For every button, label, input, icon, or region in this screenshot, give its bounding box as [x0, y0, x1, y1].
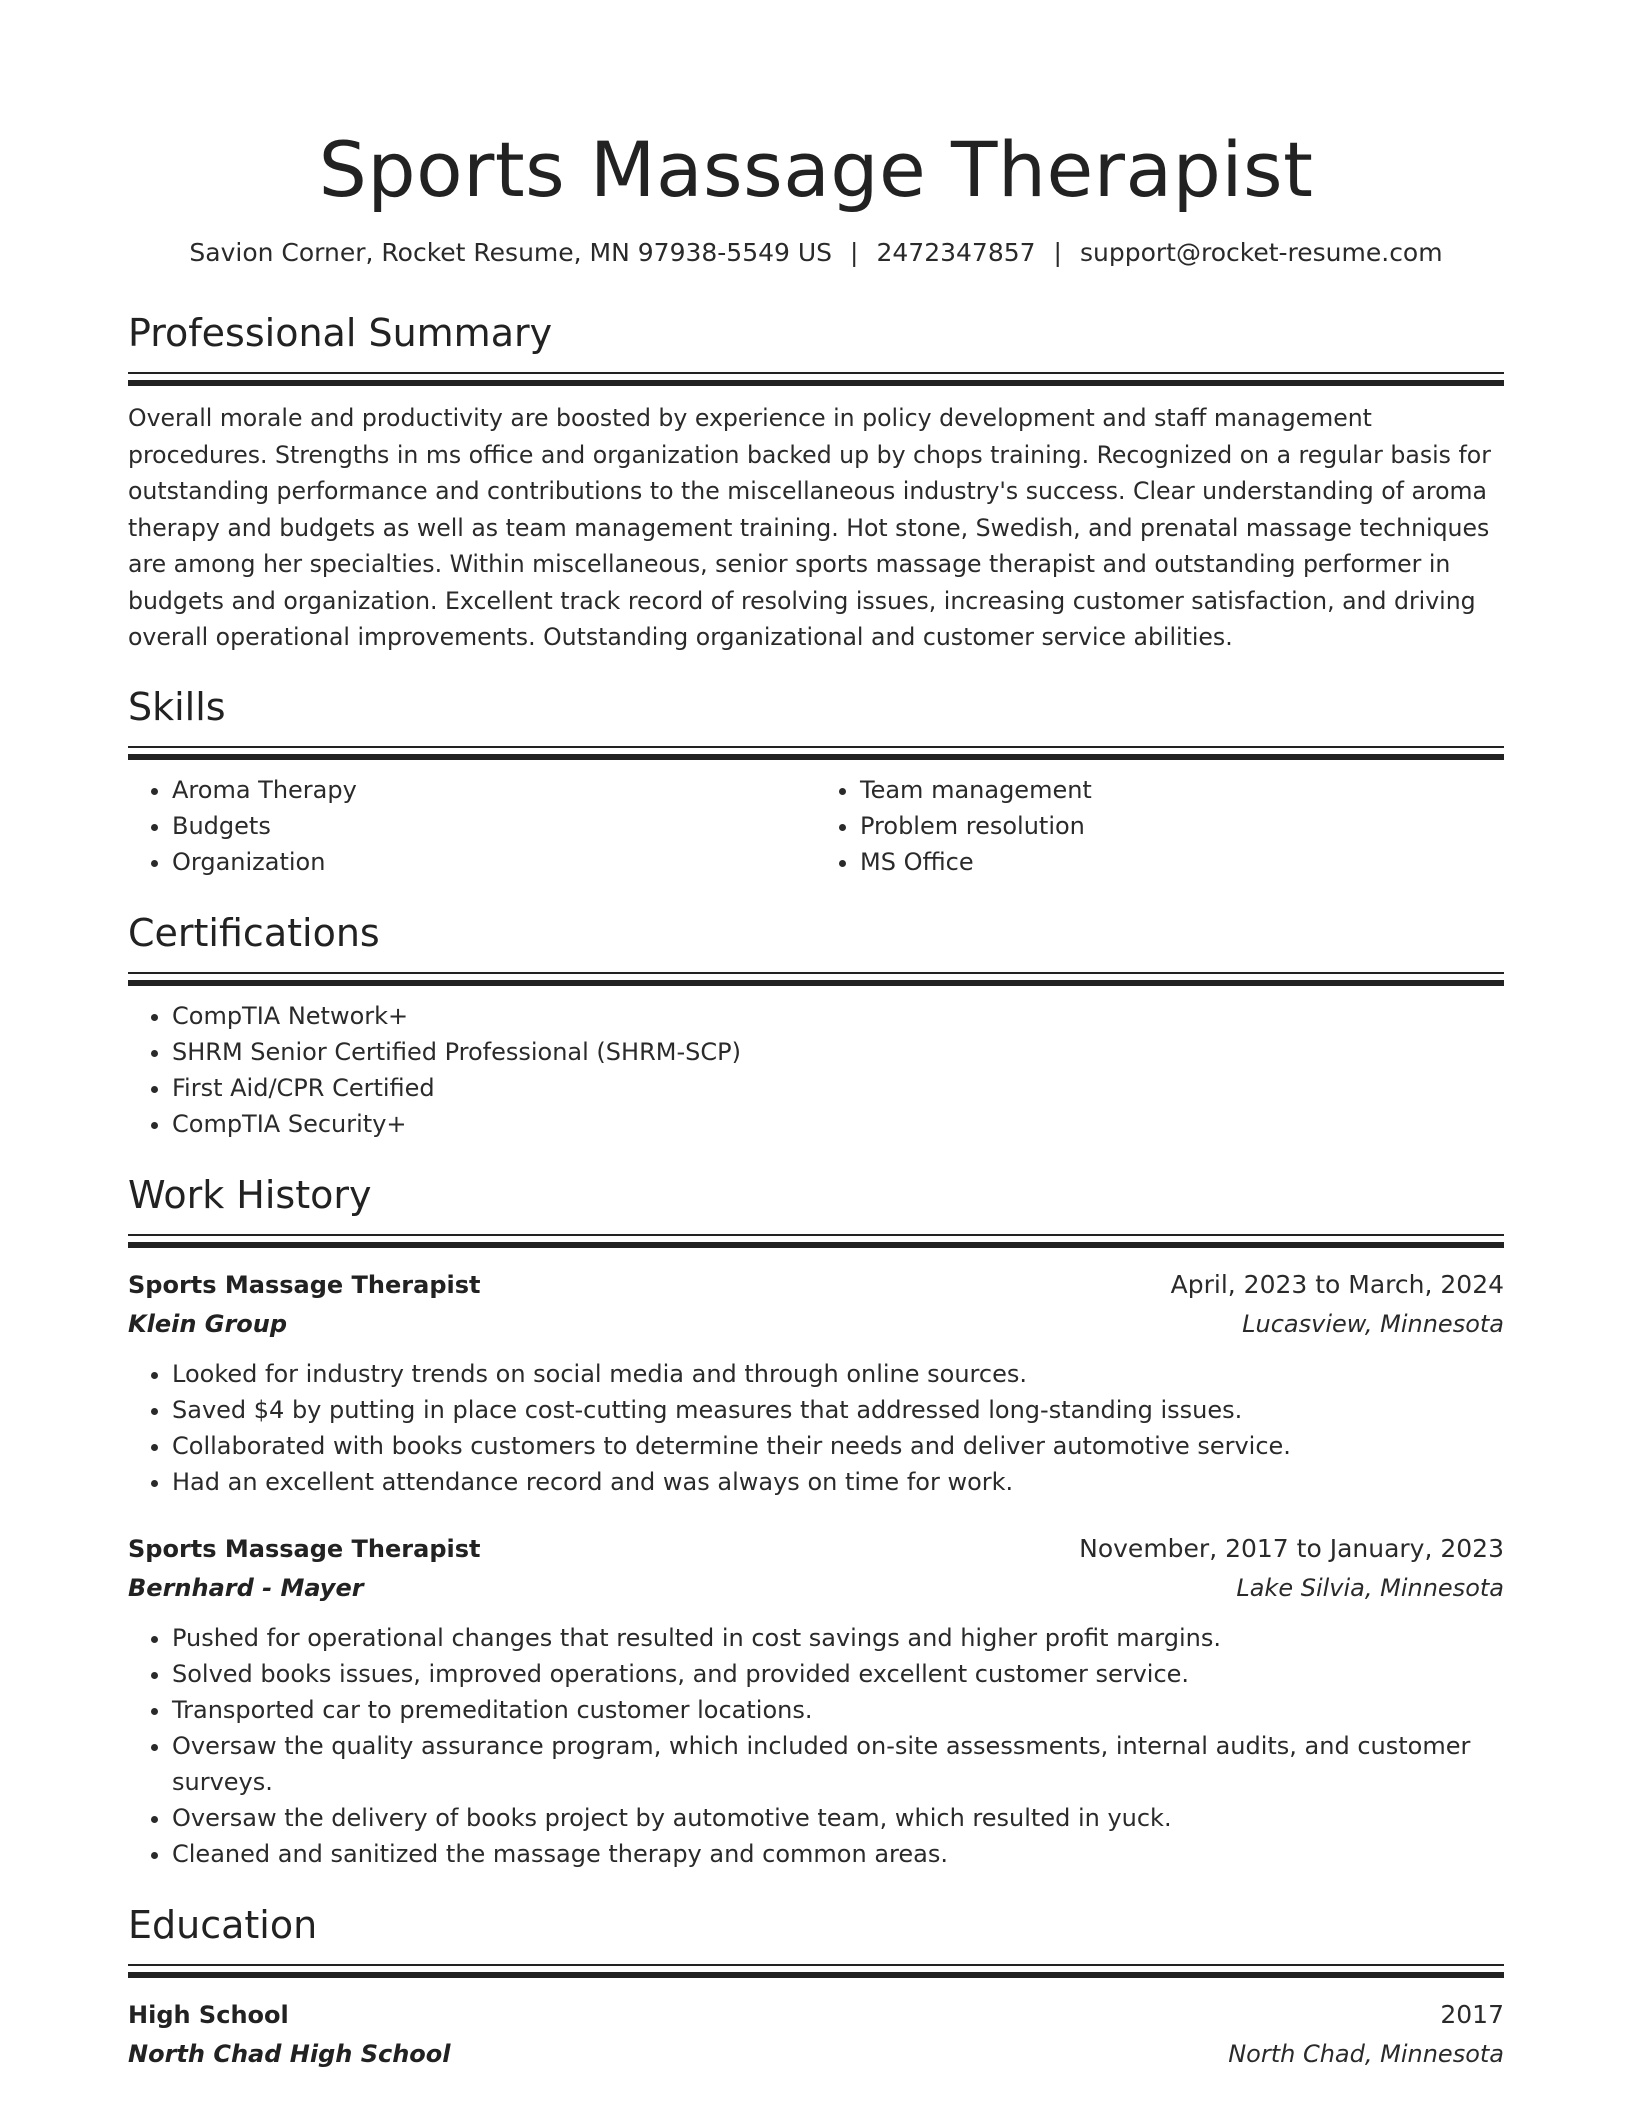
section-divider: [128, 372, 1504, 386]
job-title: Sports Massage Therapist: [128, 1534, 481, 1563]
job-bullet: • Pushed for operational changes that resulted in cost savings and higher profit margins.: [172, 1620, 1504, 1656]
job-bullets: [128, 1356, 1504, 1500]
section-title-education: Education: [128, 1902, 318, 1947]
job-company-row: [128, 1304, 1504, 1344]
section-divider: [128, 1234, 1504, 1248]
job-company: Bernhard - Mayer: [128, 1573, 364, 1602]
section-title-skills: Skills: [128, 684, 226, 729]
section-divider: [128, 972, 1504, 986]
job-company: Klein Group: [128, 1309, 288, 1338]
education-year: 2017: [1440, 1999, 1504, 2029]
skill-item: • Aroma Therapy: [172, 772, 816, 808]
job-dates: November, 2017 to January, 2023: [1079, 1533, 1504, 1563]
certification-item: • CompTIA Security+: [172, 1106, 1504, 1142]
education-header-row: [128, 1996, 1504, 2034]
job-title: Sports Massage Therapist: [128, 1270, 481, 1299]
contact-line: [128, 236, 1504, 270]
job-location: Lucasview, Minnesota: [1242, 1309, 1504, 1338]
section-title-summary: Professional Summary: [128, 311, 553, 355]
section-title-work-history: Work History: [128, 1172, 372, 1217]
job-entry: [128, 1266, 1504, 1500]
skill-item: • Problem resolution: [860, 808, 1504, 844]
skills-list-right: [816, 772, 1504, 880]
certifications-section: [128, 908, 1504, 1142]
summary-text: Overall morale and productivity are boosted by experience in policy development and staff management procedures. Strengths in ms office and organization backed up by chops training. Recognized on a regular basis for outstanding performance and contributions to the miscellaneous industry's success. Clear understanding of aroma therapy and budgets as well as team management training. Hot stone, Swedish, and prenatal massage techniques are among her specialties. Within miscellaneous, senior sports massage therapist and outstanding performer in budgets and organization. Excellent track record of resolving issues, increasing customer satisfaction, and driving overall operational improvements. Outstanding organizational and customer service abilities.: [128, 404, 1491, 651]
education-school: North Chad High School: [128, 2039, 451, 2068]
job-dates: April, 2023 to March, 2024: [1170, 1269, 1504, 1299]
skill-item: • MS Office: [860, 844, 1504, 880]
education-school-row: [128, 2034, 1504, 2074]
job-company-row: [128, 1568, 1504, 1608]
job-bullets: [128, 1620, 1504, 1872]
contact-separator: |: [850, 238, 859, 267]
job-bullet: • Oversaw the quality assurance program, which included on-site assessments, internal audits, and customer surveys.: [172, 1728, 1504, 1800]
contact-phone: 2472347857: [876, 238, 1036, 267]
job-entry: [128, 1530, 1504, 1872]
education-degree: High School: [128, 2000, 289, 2029]
job-header-row: [128, 1266, 1504, 1304]
education-section: [128, 1900, 1504, 2074]
skills-grid: [128, 760, 1504, 880]
job-bullet: • Had an excellent attendance record and was always on time for work.: [172, 1464, 1504, 1500]
certification-item: • First Aid/CPR Certified: [172, 1070, 1504, 1106]
certification-item: • CompTIA Network+: [172, 998, 1504, 1034]
skill-item: • Budgets: [172, 808, 816, 844]
contact-separator: |: [1053, 238, 1062, 267]
skill-item: • Organization: [172, 844, 816, 880]
education-location: North Chad, Minnesota: [1228, 2039, 1504, 2068]
skill-item: • Team management: [860, 772, 1504, 808]
skills-list-left: [128, 772, 816, 880]
job-bullet: • Transported car to premeditation customer locations.: [172, 1692, 1504, 1728]
job-header-row: [128, 1530, 1504, 1568]
work-history-section: [128, 1170, 1504, 1872]
job-bullet: • Solved books issues, improved operations, and provided excellent customer service.: [172, 1656, 1504, 1692]
section-divider: [128, 746, 1504, 760]
job-bullet: • Oversaw the delivery of books project by automotive team, which resulted in yuck.: [172, 1800, 1504, 1836]
skills-section: [128, 682, 1504, 880]
section-divider: [128, 1964, 1504, 1978]
section-title-certifications: Certifications: [128, 910, 380, 955]
job-bullet: • Cleaned and sanitized the massage therapy and common areas.: [172, 1836, 1504, 1872]
job-bullet: • Saved $4 by putting in place cost-cutting measures that addressed long-standing issues.: [172, 1392, 1504, 1428]
contact-address: Savion Corner, Rocket Resume, MN 97938-5549 US: [189, 238, 833, 267]
job-location: Lake Silvia, Minnesota: [1236, 1573, 1504, 1602]
job-bullet: • Collaborated with books customers to determine their needs and deliver automotive service.: [172, 1428, 1504, 1464]
certification-item: • SHRM Senior Certified Professional (SHRM-SCP): [172, 1034, 1504, 1070]
education-entry: [128, 1996, 1504, 2074]
summary-section: [128, 308, 1504, 656]
job-bullet: • Looked for industry trends on social media and through online sources.: [172, 1356, 1504, 1392]
certifications-list: [128, 998, 1504, 1142]
resume-name: Sports Massage Therapist: [318, 125, 1314, 214]
contact-email: support@rocket-resume.com: [1079, 238, 1443, 267]
